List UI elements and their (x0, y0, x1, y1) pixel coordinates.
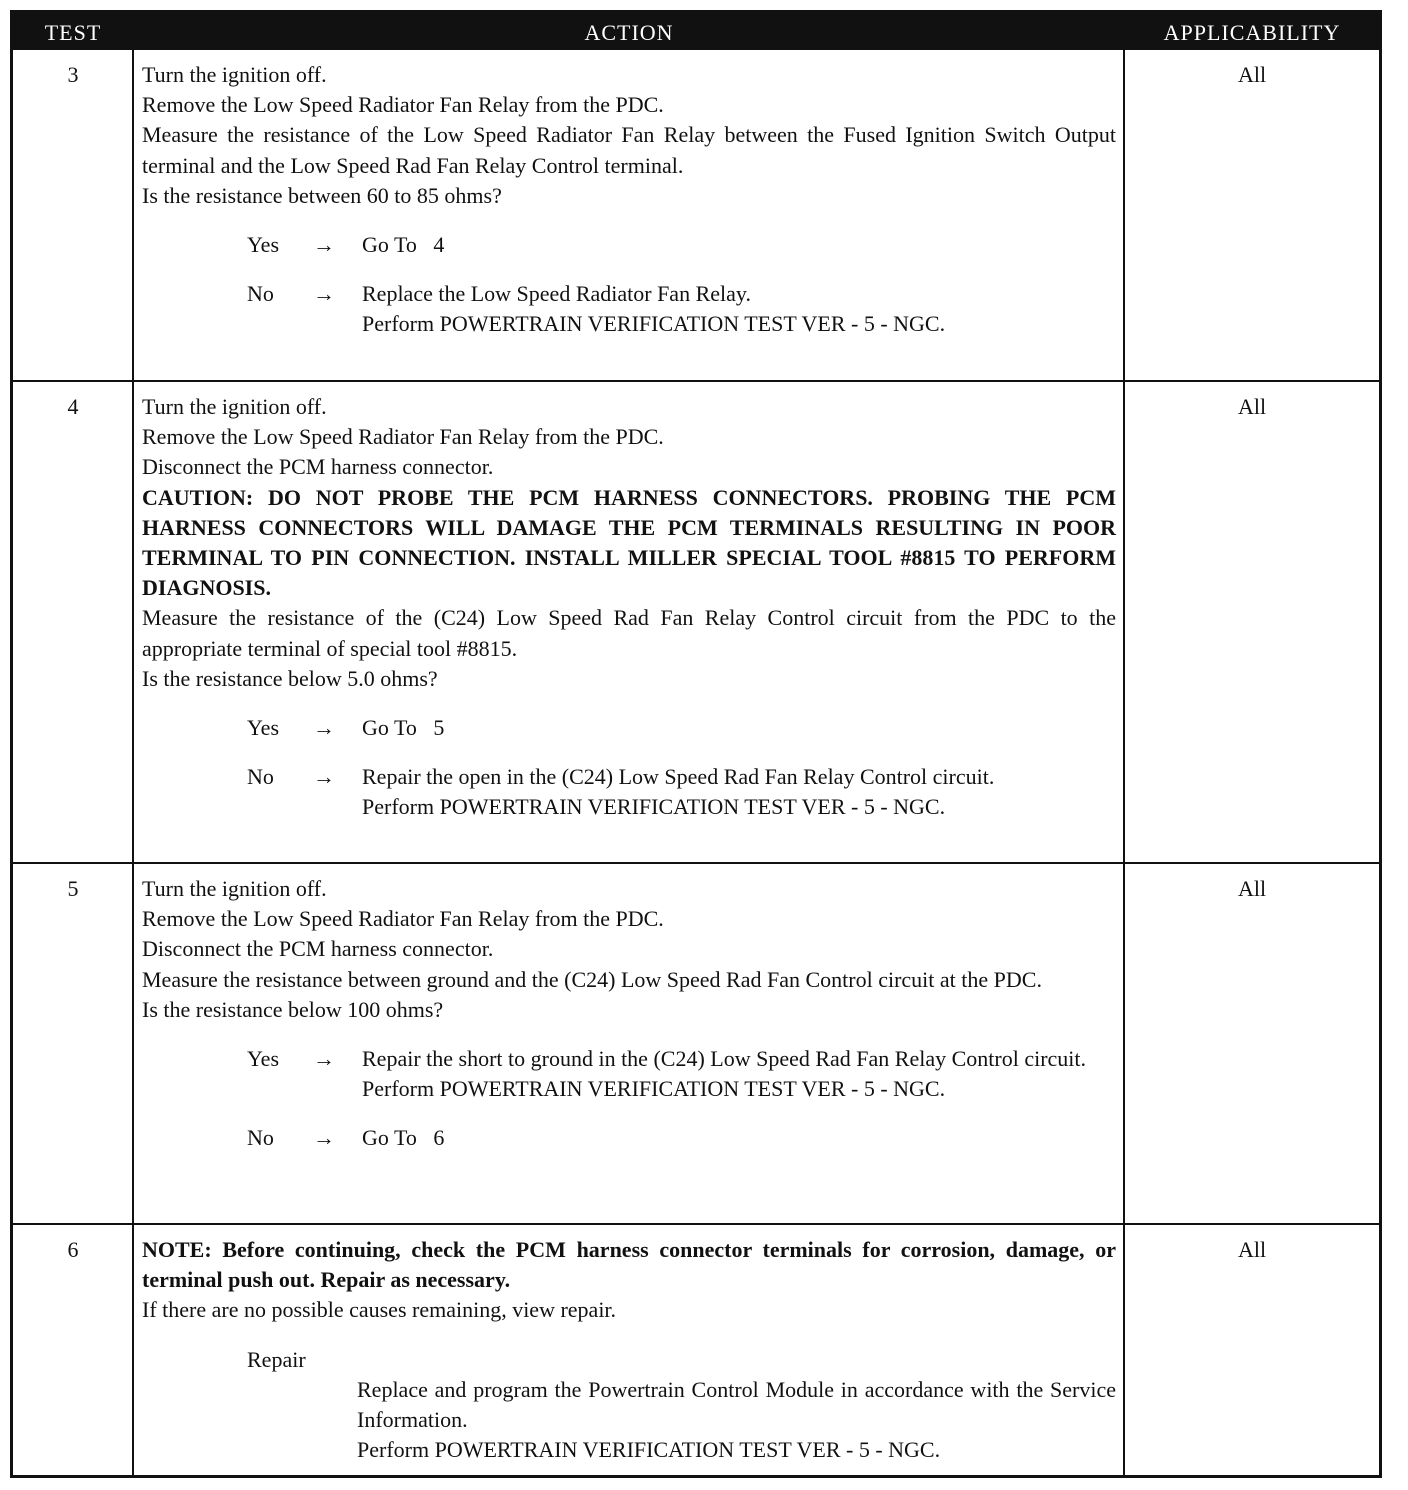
action-line: Is the resistance between 60 to 85 ohms? (142, 182, 502, 208)
action-line: Remove the Low Speed Radiator Fan Relay from the PDC. (142, 424, 664, 450)
arrow-icon: → (313, 1125, 335, 1151)
test-number: 4 (67, 394, 79, 419)
no-label: No (247, 764, 274, 790)
yes-label: Yes (247, 232, 280, 258)
yes-result: Perform POWERTRAIN VERIFICATION TEST VER - 5 - NGC. (362, 1076, 946, 1102)
row-divider (13, 862, 1379, 864)
arrow-icon: → (313, 232, 335, 258)
arrow-icon: → (313, 1046, 335, 1072)
action-line: Measure the resistance of the Low Speed Radiator Fan Relay between the Fused Ignition Switch Output terminal and the Low Speed Rad Fan Relay Control terminal. (142, 122, 1116, 178)
no-result: Repair the open in the (C24) Low Speed Rad Fan Relay Control circuit. (362, 764, 995, 790)
test-number: 3 (67, 62, 79, 87)
action-line: Measure the resistance between ground and the (C24) Low Speed Rad Fan Control circuit at the PDC. (142, 966, 1042, 992)
repair-line: Replace and program the Powertrain Control Module in accordance with the Service Information. (357, 1376, 1116, 1433)
action-cell (142, 60, 1116, 340)
row-divider (13, 1223, 1379, 1225)
no-result: Go To 6 (362, 1125, 445, 1151)
yes-branch (142, 713, 1116, 743)
arrow-icon: → (313, 715, 335, 741)
action-line: Turn the ignition off. (142, 62, 327, 87)
applicability-cell: All (1237, 62, 1267, 87)
repair-label: Repair (247, 1346, 306, 1372)
repair-body (357, 1375, 1116, 1466)
action-line: Is the resistance below 5.0 ohms? (142, 665, 438, 691)
test-number: 6 (67, 1237, 79, 1262)
yes-branch (142, 230, 1116, 260)
action-line: Remove the Low Speed Radiator Fan Relay from the PDC. (142, 906, 664, 932)
yes-label: Yes (247, 1046, 280, 1072)
action-line: Disconnect the PCM harness connector. (142, 936, 494, 962)
applicability-cell: All (1237, 876, 1267, 901)
applicability-cell: All (1237, 394, 1267, 419)
header-applicability: APPLICABILITY (1163, 20, 1341, 45)
no-result: Perform POWERTRAIN VERIFICATION TEST VER - 5 - NGC. (362, 794, 946, 820)
test-number: 5 (67, 876, 79, 901)
yes-branch (142, 1044, 1116, 1104)
no-branch (142, 762, 1116, 822)
header-test: TEST (44, 20, 102, 45)
arrow-icon: → (313, 764, 335, 790)
arrow-icon: → (313, 281, 335, 307)
no-label: No (247, 281, 274, 307)
row-divider (13, 380, 1379, 382)
action-cell (142, 1235, 1116, 1465)
yes-result: Repair the short to ground in the (C24) Low Speed Rad Fan Relay Control circuit. (362, 1046, 1087, 1072)
header-action: ACTION (584, 20, 674, 45)
yes-result: Go To 4 (362, 232, 445, 258)
note-text: NOTE: Before continuing, check the PCM harness connector terminals for corrosion, damage, or terminal push out. Repair as necessary. (142, 1237, 1116, 1293)
no-result: Replace the Low Speed Radiator Fan Relay. (362, 281, 751, 307)
yes-result: Go To 5 (362, 715, 445, 741)
no-branch (142, 1123, 1116, 1153)
action-line: Disconnect the PCM harness connector. (142, 454, 494, 480)
action-line: Turn the ignition off. (142, 394, 327, 419)
action-line: Remove the Low Speed Radiator Fan Relay from the PDC. (142, 92, 664, 118)
action-line: Measure the resistance of the (C24) Low Speed Rad Fan Relay Control circuit from the PDC to the appropriate terminal of special tool #8815. (142, 605, 1116, 661)
repair-line: Perform POWERTRAIN VERIFICATION TEST VER - 5 - NGC. (357, 1437, 941, 1463)
action-line: If there are no possible causes remaining, view repair. (142, 1297, 617, 1323)
no-result: Perform POWERTRAIN VERIFICATION TEST VER - 5 - NGC. (362, 311, 946, 337)
no-branch (142, 279, 1116, 339)
no-label: No (247, 1125, 274, 1151)
yes-label: Yes (247, 715, 280, 741)
table-header (13, 13, 1379, 50)
action-cell (142, 392, 1116, 823)
caution-text: CAUTION: DO NOT PROBE THE PCM HARNESS CONNECTORS. PROBING THE PCM HARNESS CONNECTORS WILL DAMAGE THE PCM TERMINALS RESULTING IN POOR TERMINAL TO PIN CONNECTION. INSTALL MILLER SPECIAL TOOL #8815 TO PERFORM DIAGNOSIS. (142, 484, 1116, 601)
applicability-cell: All (1237, 1237, 1267, 1262)
diagnostic-table (10, 10, 1382, 1478)
action-line: Turn the ignition off. (142, 876, 327, 901)
action-cell (142, 874, 1116, 1154)
action-line: Is the resistance below 100 ohms? (142, 996, 444, 1022)
